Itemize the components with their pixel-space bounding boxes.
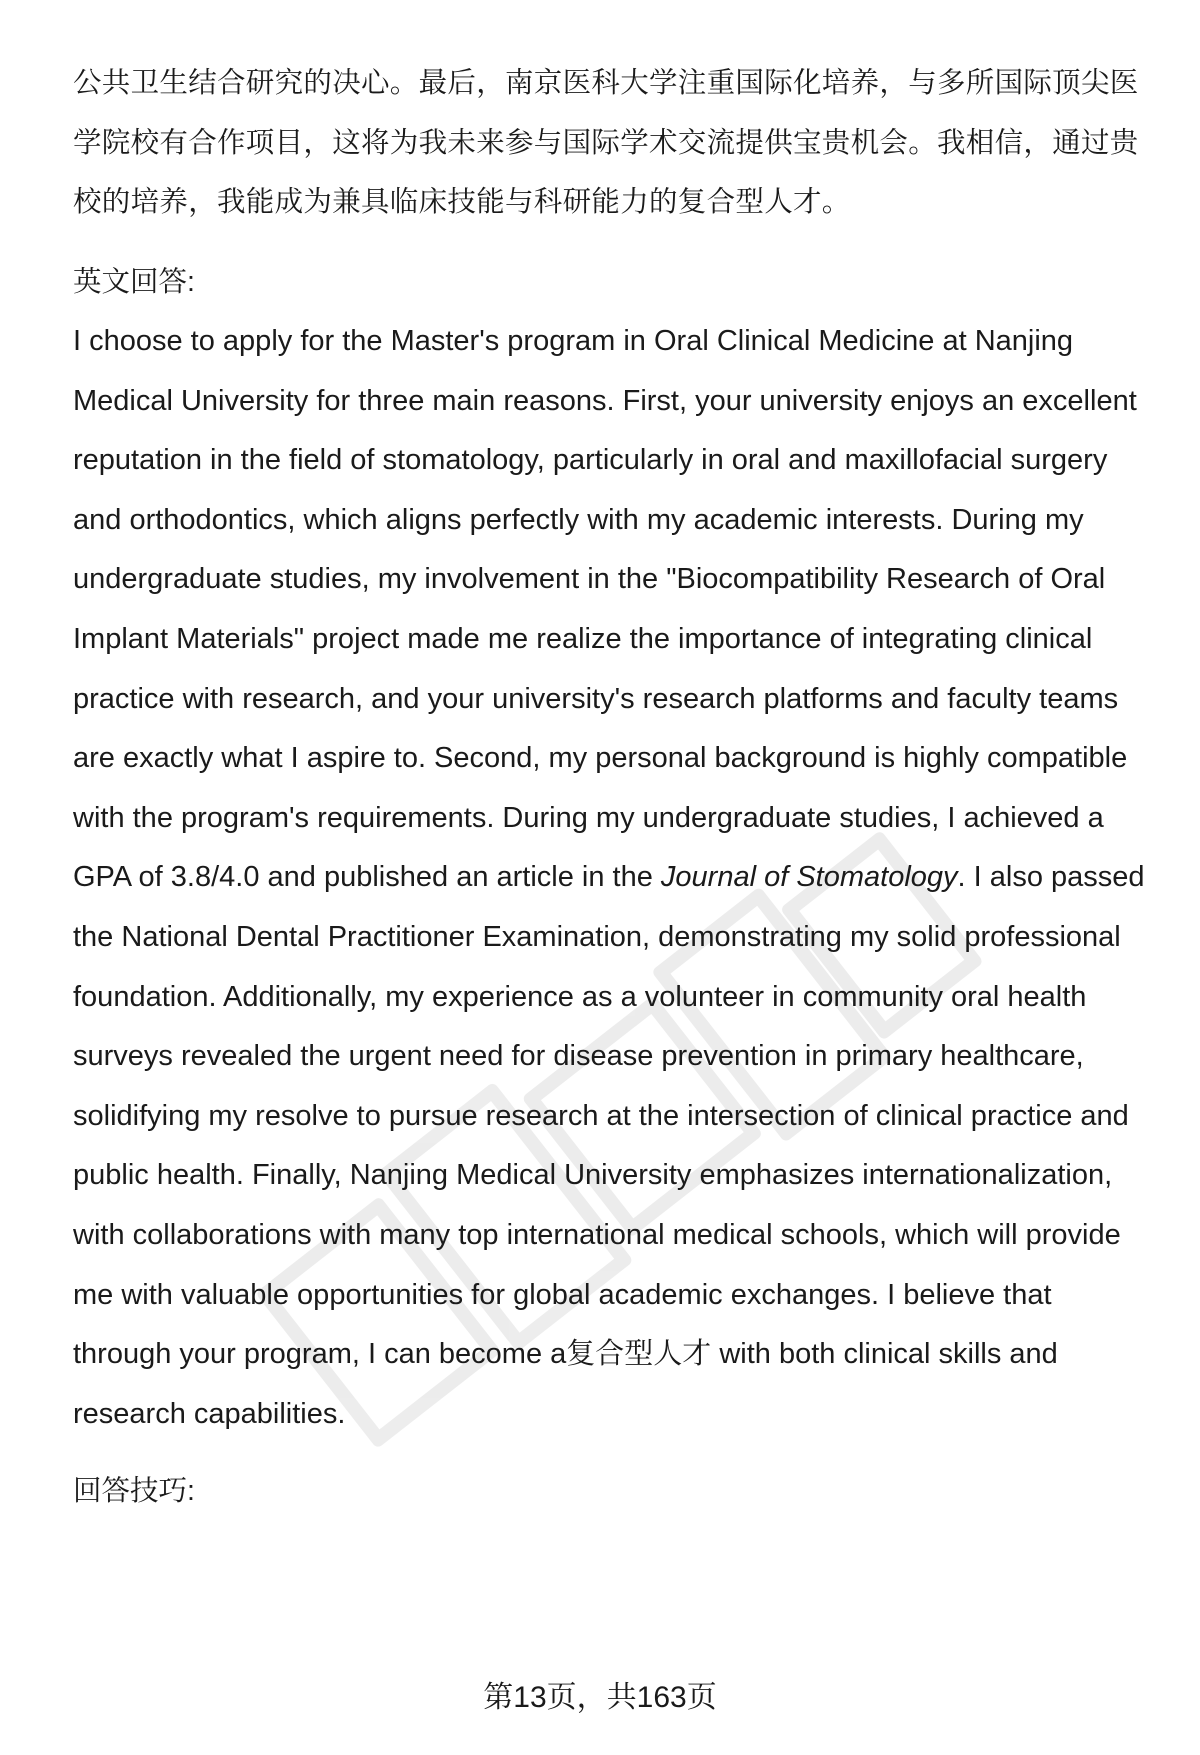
english-answer-paragraph <box>73 312 1155 1444</box>
english-answer-label: 英文回答: <box>73 265 195 298</box>
english-answer-text-part1: I choose to apply for the Master's program in Oral Clinical Medicine at Nanjing Medical University for three main reasons. First, your university enjoys an excellent reputation in the field of stomatology, particularly in oral and maxillofacial surgery and orthodontics, which aligns perfectly with my academic interests. During my undergraduate studies, my involvement in the "Biocompatibility Research of Oral Implant Materials" project made me realize the importance of integrating clinical practice with research, and your university's research platforms and faculty teams are exactly what I aspire to. Second, my personal background is highly compatible with the program's requirements. During my undergraduate studies, I achieved a GPA of 3.8/4.0 and published an article in the <box>73 325 1137 894</box>
english-answer-text-part2: . I also passed the National Dental Practitioner Examination, demonstrating my solid professional foundation. Additionally, my experience as a volunteer in community oral health surveys revealed the urgent need for disease prevention in primary healthcare, solidifying my resolve to pursue research at the intersection of clinical practice and public health. Finally, Nanjing Medical University emphasizes internationalization, with collaborations with many top international medical schools, which will provide me with valuable opportunities for global academic exchanges. I believe that through your program, I can become a复合型人才 with both clinical skills and research capabilities. <box>73 861 1145 1430</box>
journal-title: Journal of Stomatology <box>660 861 958 894</box>
chinese-answer-paragraph: 公共卫生结合研究的决心。最后，南京医科大学注重国际化培养，与多所国际顶尖医学院校有合作项目，这将为我未来参与国际学术交流提供宝贵机会。我相信，通过贵校的培养，我能成为兼具临床技能与科研能力的复合型人才。 <box>73 67 1139 218</box>
document-body <box>73 54 1155 1522</box>
page-number-footer: 第13页，共163页 <box>483 1681 717 1714</box>
answer-tips-label: 回答技巧: <box>73 1475 195 1508</box>
